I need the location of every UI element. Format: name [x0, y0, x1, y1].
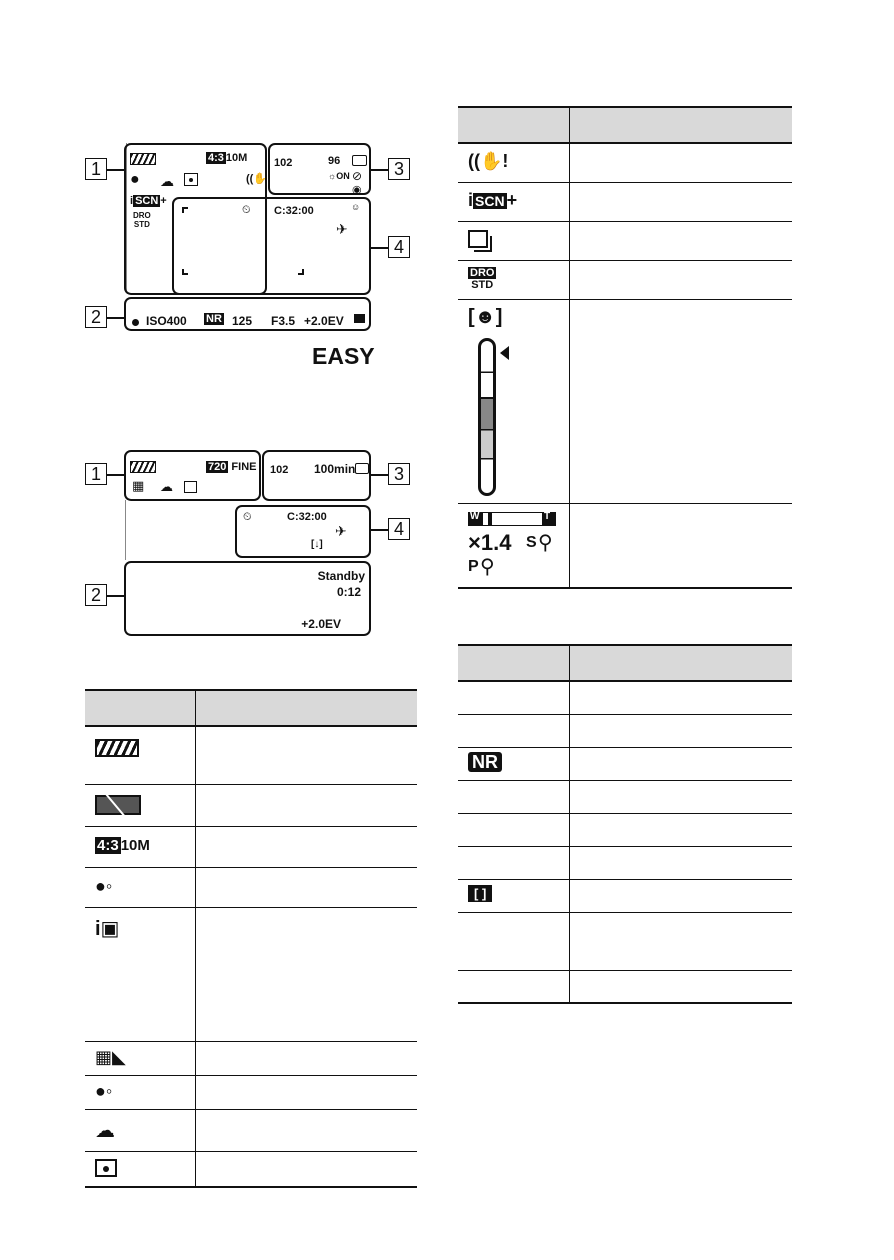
callout-1-leader	[107, 169, 125, 171]
table-row	[458, 747, 792, 780]
metering-icon	[184, 173, 198, 186]
dro-icon: DRO STD	[133, 211, 151, 229]
callout-3-leader	[371, 169, 388, 171]
face-detection-icon: ●◦	[95, 875, 113, 896]
dro-icon: DRO STD	[470, 266, 495, 291]
table-row	[458, 846, 792, 879]
callout-3-leader	[371, 474, 388, 476]
audio-icon: [↓]	[311, 539, 323, 550]
landscape-icon: ☁	[160, 479, 173, 494]
table-row	[458, 143, 792, 182]
still-image-size: 4:3 10M	[208, 152, 248, 164]
intelligent-auto-camera-icon: i▣	[95, 917, 120, 940]
folder-icon: 102	[274, 157, 293, 169]
callout-1-leader	[107, 474, 125, 476]
shutter-speed: 125	[232, 314, 253, 328]
callout-1: 1	[85, 463, 107, 485]
af-frame-corner	[182, 207, 188, 213]
table-row	[85, 1151, 417, 1187]
zoom-value: ×1.4	[468, 529, 512, 555]
shake-warning-icon: ((✋	[246, 173, 268, 185]
scene-recognition-icon: i SCN +	[468, 189, 518, 210]
table-row	[85, 907, 417, 1041]
memory-card-icon	[352, 155, 367, 166]
af-frame-corner	[182, 269, 188, 275]
callout-4: 4	[388, 236, 410, 258]
search-icon: ⚲	[480, 555, 495, 578]
portrait-icon: ●◦	[95, 1080, 113, 1101]
landscape-icon: ☁	[160, 173, 174, 189]
iso-value: ISO400	[146, 314, 187, 328]
callout-4-leader	[371, 529, 388, 531]
table-row	[85, 1041, 417, 1075]
search-icon: ⚲	[538, 531, 553, 554]
table-row	[85, 867, 417, 907]
still-group-2	[124, 297, 371, 331]
table-row	[458, 813, 792, 846]
table-row	[458, 182, 792, 221]
callout-3: 3	[388, 158, 410, 180]
image-size-icon: 4:3 10M	[97, 836, 150, 854]
table-row	[85, 1075, 417, 1109]
scene-recognition-icon: i SCN +	[130, 195, 167, 207]
zoom-scale-icon: W T ×1.4 S ⚲ P ⚲	[468, 512, 558, 582]
callout-1: 1	[85, 158, 107, 180]
nr-icon: NR	[206, 313, 222, 325]
still-group-4	[172, 197, 371, 295]
left-icon-table	[85, 689, 417, 1188]
easy-mode-label: EASY	[312, 343, 375, 369]
red-eye-icon: ◉	[352, 184, 362, 196]
recording-dot-icon	[132, 319, 139, 326]
right-icon-table-2	[458, 644, 792, 1004]
smile-detection-meter-icon: [☻]	[468, 306, 528, 496]
face-detection-icon: ●	[130, 171, 140, 188]
movie-group-1	[124, 450, 261, 501]
movie-time-remaining: C:32:00	[287, 511, 327, 523]
self-timer-icon: ⏲	[243, 511, 252, 523]
callout-2: 2	[85, 306, 107, 328]
table-row	[458, 912, 792, 970]
low-battery-warning-icon	[95, 795, 141, 815]
table-row	[458, 299, 792, 503]
table-header-row	[458, 107, 792, 143]
movie-scene-icon: ▦	[132, 478, 145, 493]
screen-left-edge	[125, 500, 126, 560]
callout-4: 4	[388, 518, 410, 540]
table-row	[458, 221, 792, 260]
table-row	[458, 879, 792, 912]
table-row	[85, 1109, 417, 1151]
callout-4-leader	[371, 247, 388, 249]
zoom-full-icon: ✈	[335, 523, 347, 539]
self-timer-icon: ⏲	[242, 204, 251, 216]
memory-card-icon	[355, 463, 369, 474]
movie-group-3	[262, 450, 371, 501]
metering-multi-icon	[354, 314, 365, 323]
table-row	[458, 780, 792, 813]
table-row	[458, 260, 792, 299]
burst-icon	[468, 230, 494, 252]
flash-off-icon: ⊘	[352, 169, 363, 183]
zoom-full-icon: ✈	[336, 221, 348, 237]
movie-quality: 720 FINE	[208, 461, 257, 473]
exposure-value: +2.0EV	[304, 314, 344, 328]
movie-scene-icon: ▦◣	[95, 1046, 126, 1067]
table-row	[85, 826, 417, 867]
af-frame-corner	[298, 269, 304, 275]
still-group-3	[268, 143, 371, 195]
table-row	[458, 714, 792, 747]
spot-metering-icon	[95, 1159, 117, 1177]
table-row	[85, 726, 417, 784]
folder-icon: 102	[270, 464, 289, 476]
callout-3: 3	[388, 463, 410, 485]
metering-multi-icon: [ ]	[468, 886, 492, 901]
standby-status: Standby	[317, 569, 365, 583]
movie-group-4	[235, 505, 371, 558]
nr-icon: NR	[468, 752, 502, 773]
battery-icon	[130, 153, 156, 165]
table-header-row	[458, 645, 792, 681]
metering-icon	[184, 481, 197, 493]
shake-warning-icon: ((✋!	[468, 151, 509, 171]
right-icon-table-1	[458, 106, 792, 589]
smile-off-icon: ☺	[351, 202, 361, 212]
table-row	[458, 970, 792, 1003]
aperture-value: F3.5	[271, 314, 296, 328]
battery-remaining-icon	[95, 739, 139, 757]
battery-icon	[130, 461, 156, 473]
table-row	[458, 681, 792, 714]
still-time-remaining: C:32:00	[274, 205, 314, 217]
exposure-value: +2.0EV	[301, 617, 341, 631]
table-row	[458, 503, 792, 588]
recording-counter: 0:12	[336, 585, 361, 599]
movie-group-2	[124, 561, 371, 636]
af-illuminator-icon: ☼ON	[328, 171, 350, 181]
callout-2: 2	[85, 584, 107, 606]
callout-2-leader	[107, 317, 125, 319]
landscape-icon: ☁	[95, 1119, 115, 1142]
remaining-shots: 96	[328, 155, 341, 167]
movie-remaining-time: 100min	[314, 462, 356, 476]
table-row	[85, 784, 417, 826]
callout-2-leader	[107, 595, 125, 597]
table-header-row	[85, 690, 417, 726]
